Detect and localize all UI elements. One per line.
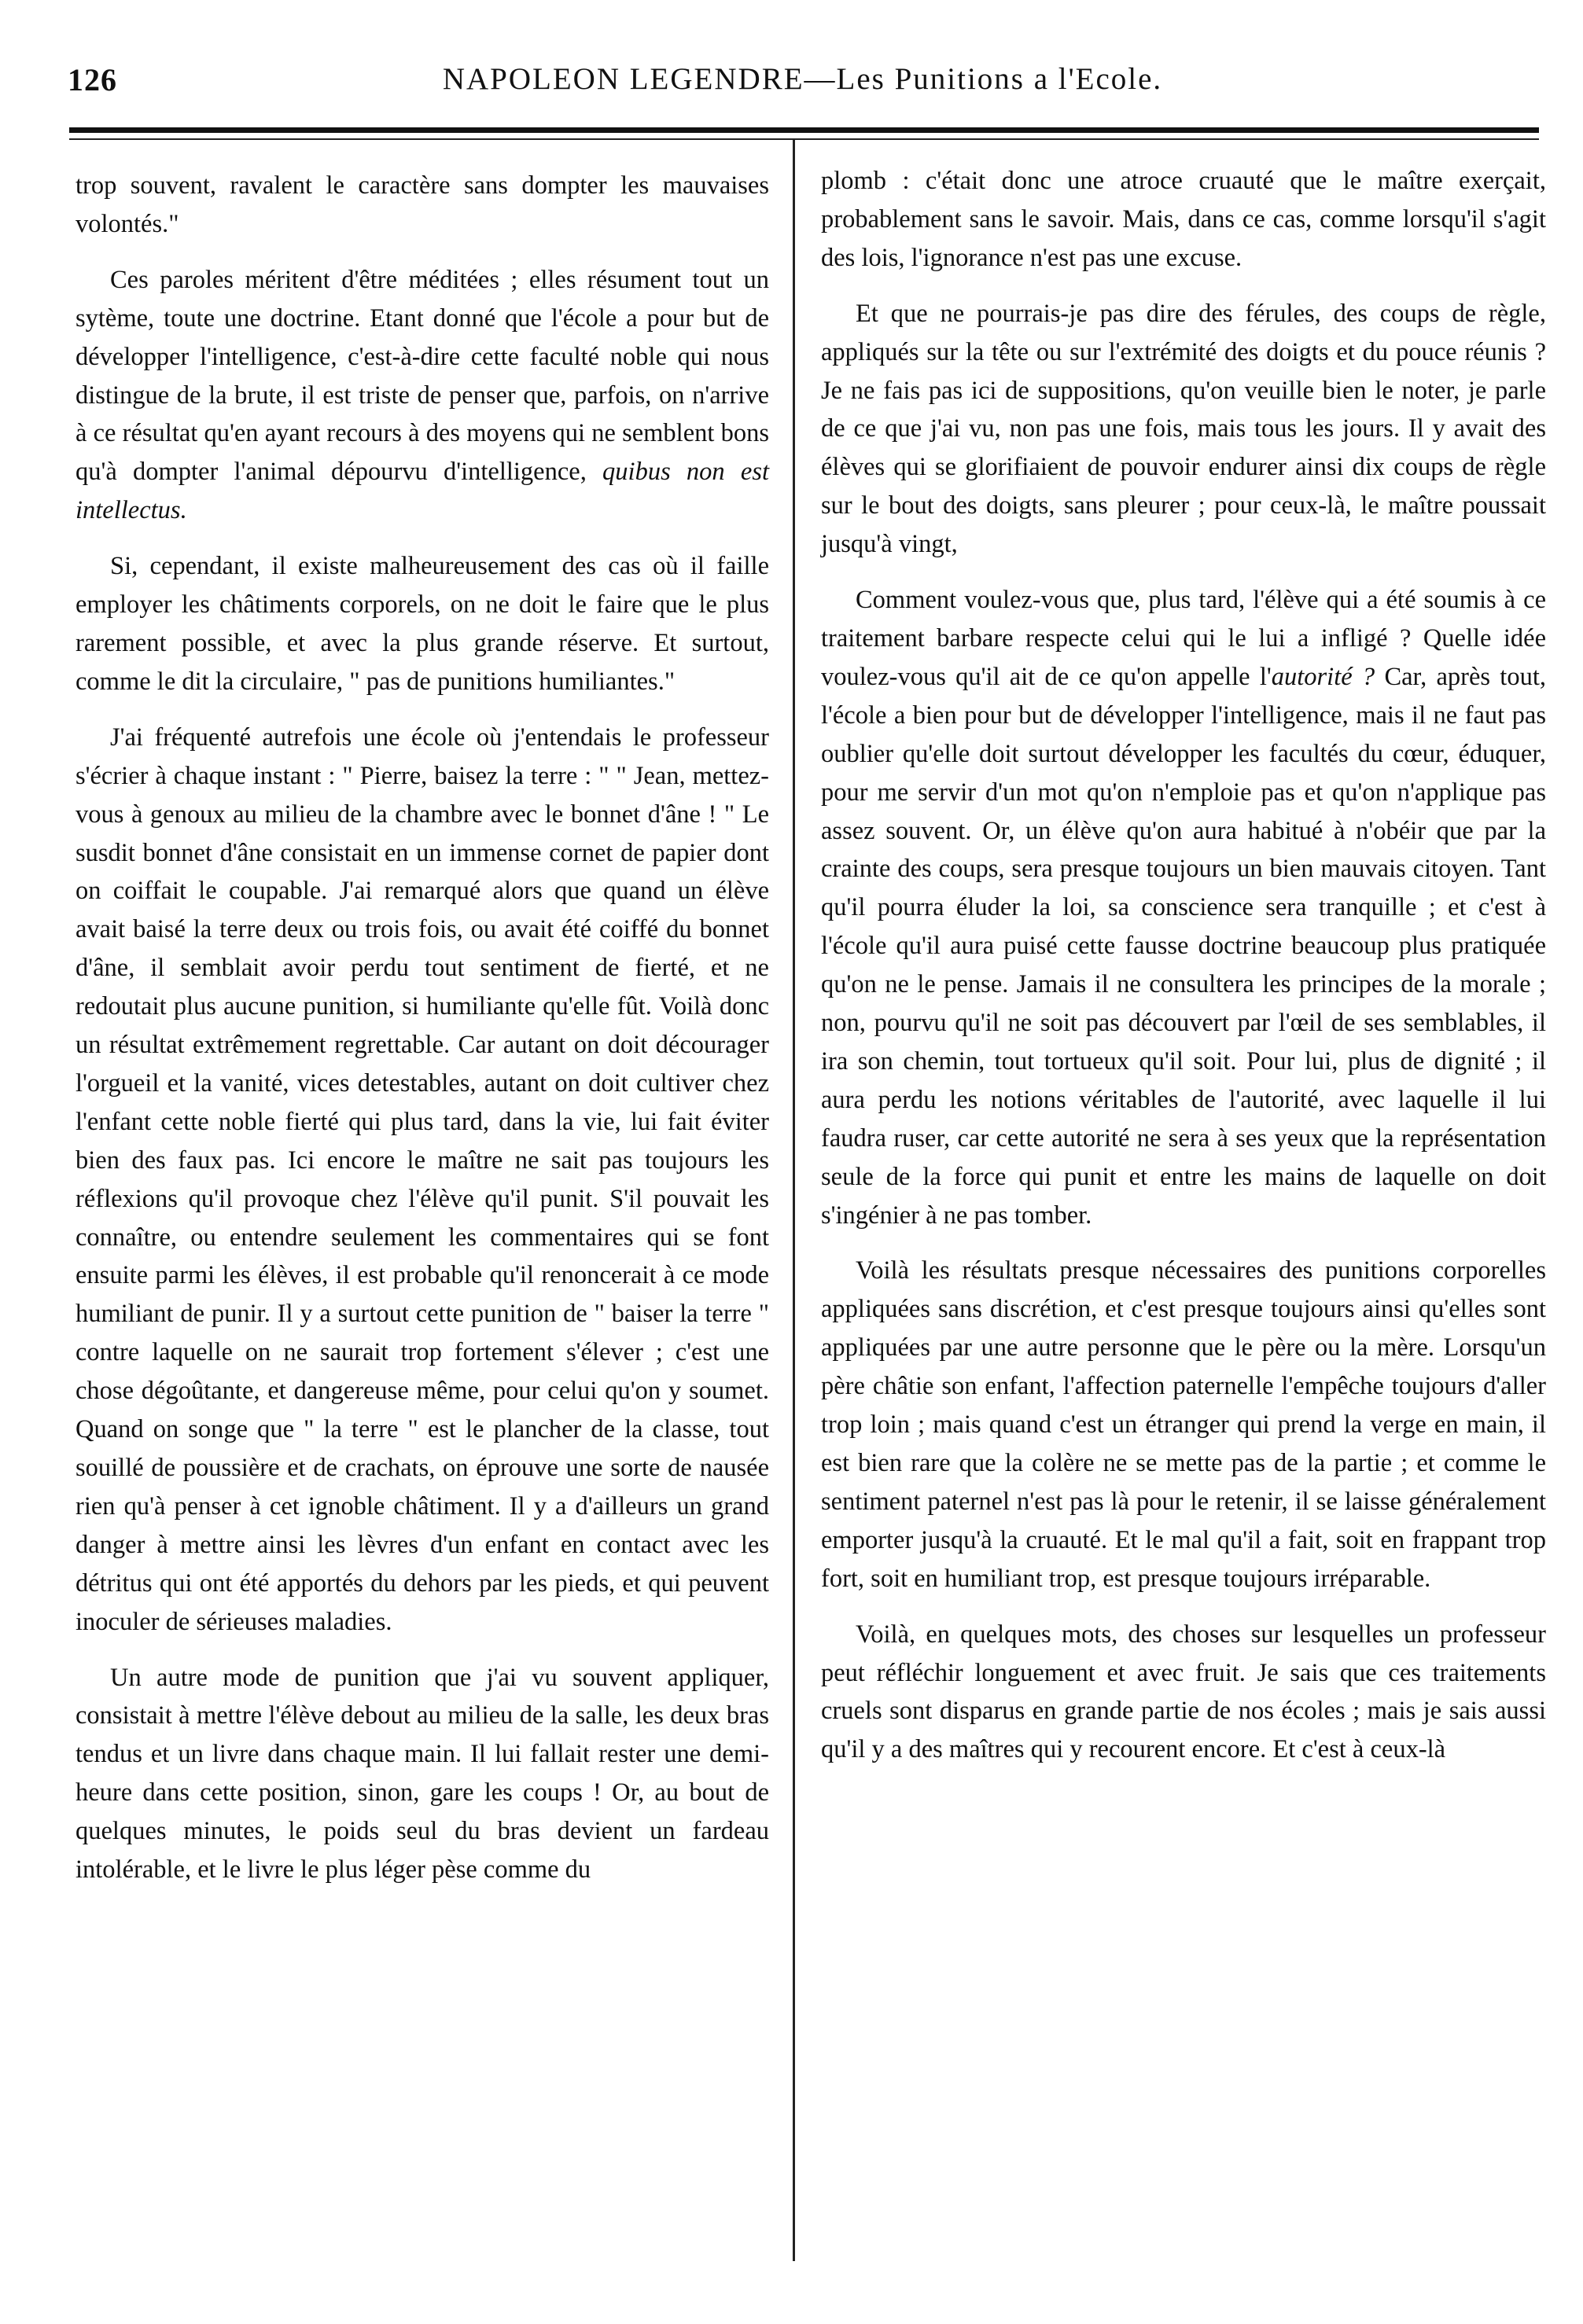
left-paragraph-5: Un autre mode de punition que j'ai vu souvent appliquer, consistait à mettre l'élève debout au milieu de la salle, les deux bras tendus et un livre dans chaque main. Il lui fallait rester une demi-heure dans cette position, sinon, gare les coups ! Or, au bout de quelques minutes, le poids seul du bras devient un fardeau intolérable, et le livre le plus léger pèse comme du — [75, 1663, 769, 1885]
right-paragraph-4: Voilà les résultats presque nécessaires des punitions corporelles appliquées sans discrétion, et c'est presque toujours ainsi qu'elles sont appliquées par une autre personne que le père ou la mère. Lorsqu'un père châtie son enfant, l'affection paternelle l'empêche toujours d'aller trop loin ; mais quand c'est un étranger qui prend la verge en main, il est bien rare que la colère ne se mette pas de la partie ; et comme le sentiment paternel n'est pas là pour le retenir, il se laisse généralement emporter jusqu'à la cruauté. Et le mal qu'il a fait, soit en frappant trop fort, soit en humiliant trop, est presque toujours irréparable. — [821, 1256, 1546, 1593]
page-header — [68, 61, 1537, 108]
right-paragraph-1: plomb : c'était donc une atroce cruauté que le maître exerçait, probablement sans le savoir. Mais, dans ce cas, comme lorsqu'il s'agit des lois, l'ignorance n'est pas une excuse. — [821, 167, 1546, 272]
left-column — [75, 167, 769, 1907]
latin-quote: quibus non est intellectus. — [75, 458, 769, 525]
left-paragraph-1: trop souvent, ravalent le caractère sans dompter les mauvaises volontés." — [75, 171, 769, 238]
autorite-italic: autorité ? — [1271, 662, 1375, 691]
right-paragraph-3-text-a: Comment voulez-vous que, plus tard, l'élève qui a été soumis à ce traitement barbare respecte celui qui le lui a infligé ? Quelle idée voulez-vous qu'il ait de ce qu'on appelle l' — [821, 586, 1546, 691]
right-paragraph-3 — [821, 581, 1546, 1234]
header-rule-thin — [69, 138, 1539, 140]
right-column — [821, 162, 1546, 1786]
running-head: NAPOLEON LEGENDRE—Les Punitions a l'Ecole. — [442, 62, 1163, 96]
left-paragraph-2-text: Ces paroles méritent d'être méditées ; elles résument tout un sytème, toute une doctrine. Etant donné que l'école a pour but de développer l'intelligence, c'est-à-dire cette faculté noble qui nous distingue de la brute, il est triste de penser que, parfois, on n'arrive à ce résultat qu'en ayant recours à des moyens qui ne semblent bons qu'à dompter l'animal dépourvu d'intelligence, — [75, 265, 769, 487]
right-paragraph-3-text-b: Car, après tout, l'école a bien pour but de développer l'intelligence, mais il ne faut pas oublier qu'elle doit surtout développer les facultés du cœur, éduquer, pour me servir d'un mot qu'on n'emploie pas et qu'on n'applique pas assez souvent. Or, un élève qu'on aura habitué à n'obéir que par la crainte des coups, sera presque toujours un bien mauvais citoyen. Tant qu'il pourra éluder la loi, sa conscience sera tranquille ; et c'est à l'école qu'il aura puisé cette fausse doctrine beaucoup plus pratiquée qu'on ne le pense. Jamais il ne consultera les principes de la morale ; non, pourvu qu'il ne soit pas découvert par l'œil de ses semblables, il ira son chemin, tout tortueux qu'il soit. Pour lui, plus de dignité ; il aura perdu les notions véritables de l'autorité, avec laquelle il lui faudra ruser, car cette autorité ne sera à ses yeux que la représentation seule de la force qui punit et entre les mains de laquelle on doit s'ingénier à ne pas tomber. — [821, 662, 1546, 1230]
left-paragraph-3: Si, cependant, il existe malheureusement des cas où il faille employer les châtiments corporels, on ne doit le faire que le plus rarement possible, et avec la plus grande réserve. Et surtout, comme le dit la circulaire, " pas de punitions humiliantes." — [75, 552, 769, 696]
right-paragraph-2: Et que ne pourrais-je pas dire des férules, des coups de règle, appliqués sur la tête ou sur l'extrémité des doigts et du pouce réunis ? Je ne fais pas ici de suppositions, qu'on veuille bien le noter, je parle de ce que j'ai vu, non pas une fois, mais tous les jours. Il y avait des élèves qui se glorifiaient de pouvoir endurer ainsi dix coups de règle sur le bout des doigts, sans pleurer ; pour ceux-là, le maître poussait jusqu'à vingt, — [821, 299, 1546, 559]
header-rule-thick — [69, 127, 1539, 133]
right-paragraph-5: Voilà, en quelques mots, des choses sur lesquelles un professeur peut réfléchir longuement et avec fruit. Je sais que ces traitements cruels sont disparus en grande partie de nos écoles ; mais je sais aussi qu'il y a des maîtres qui y recourent encore. Et c'est à ceux-là — [821, 1620, 1546, 1764]
left-paragraph-4: J'ai fréquenté autrefois une école où j'entendais le professeur s'écrier à chaque instant : " Pierre, baisez la terre : " " Jean, mettez-vous à genoux au milieu de la chambre avec le bonnet d'âne ! " Le susdit bonnet d'âne consistait en un immense cornet de papier dont on coiffait le coupable. J'ai remarqué alors que quand un élève avait baisé la terre deux ou trois fois, ou avait été coiffé du bonnet d'âne, il semblait avoir perdu tout sentiment de fierté, et ne redoutait plus aucune punition, si humiliante qu'elle fût. Voilà donc un résultat extrêmement regrettable. Car autant on doit décourager l'orgueil et la vanité, vices detestables, autant on doit cultiver chez l'enfant cette noble fierté qui plus tard, dans la vie, lui fait éviter bien des faux pas. Ici encore le maître ne sait pas toujours les réflexions qu'il provoque chez l'élève qu'il punit. S'il pouvait les connaître, ou entendre seulement les commentaires qui se font ensuite parmi les élèves, il est probable qu'il renoncerait à ce mode humiliant de punir. Il y a surtout cette punition de " baiser la terre " contre laquelle on ne saurait trop fortement s'élever ; c'est une chose dégoûtante, et dangereuse même, pour celui qu'on y soumet. Quand on songe que " la terre " est le plancher de la classe, tout souillé de poussière et de crachats, on éprouve une sorte de nausée rien qu'à penser à cet ignoble châtiment. Il y a d'ailleurs un grand danger à mettre ainsi les lèvres d'un enfant en contact avec les détritus qui ont été apportés du dehors par les pieds, et qui peuvent inoculer de sérieuses maladies. — [75, 723, 769, 1636]
page-number: 126 — [68, 62, 117, 97]
column-divider — [793, 138, 795, 2261]
left-paragraph-2 — [75, 261, 769, 530]
